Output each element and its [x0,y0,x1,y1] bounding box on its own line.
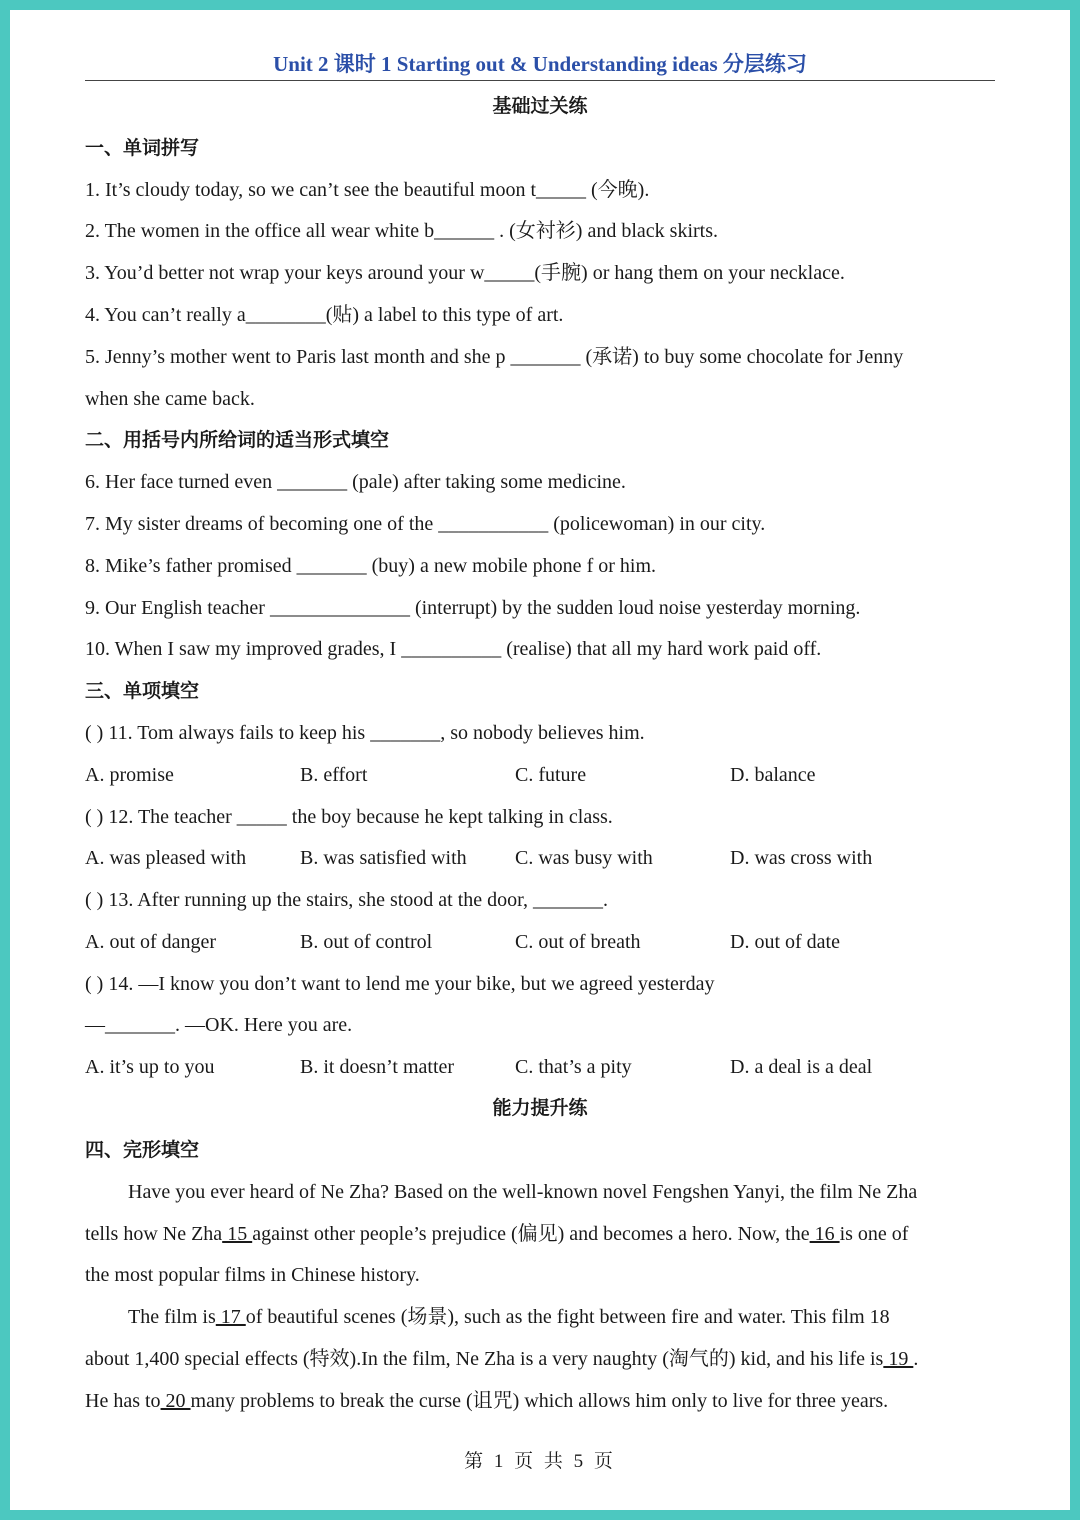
question-5-cont: when she came back. [85,388,255,410]
question-14-cont: —_______. —OK. Here you are. [85,1014,353,1036]
blank-16: 16 [809,1223,840,1245]
part1-title: 一、单词拼写 [85,137,200,159]
q14-option-a: A. it’s up to you [85,1056,215,1078]
worksheet-page [10,10,1070,1510]
part4-title: 四、完形填空 [85,1139,200,1161]
section-basic-title: 基础过关练 [492,95,588,117]
q12-option-a: A. was pleased with [85,847,247,869]
q13-option-d: D. out of date [730,931,840,953]
cloze-p2-line3: He has to 20 many problems to break the curse (诅咒) which allows him only to live for three years. [85,1390,889,1412]
cloze-p2-line2: about 1,400 special effects (特效).In the film, Ne Zha is a very naughty (淘气的) kid, and his life is 19 . [85,1348,919,1370]
q14-option-c: C. that’s a pity [515,1056,632,1078]
blank-20: 20 [160,1390,191,1412]
q13-option-a: A. out of danger [85,931,217,953]
cloze-p1-line3: the most popular films in Chinese history. [85,1264,420,1286]
cloze-p2-line1: The film is 17 of beautiful scenes (场景), such as the fight between fire and water. This film 18 [128,1306,890,1328]
question-7: 7. My sister dreams of becoming one of the ___________ (policewoman) in our city. [85,513,766,535]
question-9: 9. Our English teacher ______________ (interrupt) by the sudden loud noise yesterday morning. [85,597,861,619]
question-8: 8. Mike’s father promised _______ (buy) a new mobile phone f or him. [85,555,656,577]
q11-option-c: C. future [515,764,587,786]
q11-option-d: D. balance [730,764,816,786]
part3-title: 三、单项填空 [85,680,200,702]
question-2: 2. The women in the office all wear white b______ . (女衬衫) and black skirts. [85,220,718,242]
cloze-p1-line2: tells how Ne Zha 15 against other people’s prejudice (偏见) and becomes a hero. Now, the 16 is one of [85,1223,909,1245]
question-14: ( ) 14. —I know you don’t want to lend me your bike, but we agreed yesterday [85,973,715,995]
part2-title: 二、用括号内所给词的适当形式填空 [85,429,390,451]
q11-option-a: A. promise [85,764,174,786]
question-3: 3. You’d better not wrap your keys around your w_____(手腕) or hang them on your necklace. [85,262,845,284]
blank-17: 17 [215,1306,246,1328]
header-divider [85,80,995,81]
section-advanced-title: 能力提升练 [492,1097,588,1119]
page-footer: 第 1 页 共 5 页 [464,1451,616,1472]
question-4: 4. You can’t really a________(贴) a label to this type of art. [85,304,564,326]
q12-option-b: B. was satisfied with [300,847,467,869]
question-5: 5. Jenny’s mother went to Paris last month and she p _______ (承诺) to buy some chocolate for Jenny [85,346,904,368]
question-11: ( ) 11. Tom always fails to keep his _______, so nobody believes him. [85,722,645,744]
question-1: 1. It’s cloudy today, so we can’t see the beautiful moon t_____ (今晚). [85,179,650,201]
blank-15: 15 [222,1223,253,1245]
q12-option-c: C. was busy with [515,847,653,869]
question-6: 6. Her face turned even _______ (pale) after taking some medicine. [85,471,626,493]
q12-option-d: D. was cross with [730,847,873,869]
question-12: ( ) 12. The teacher _____ the boy because he kept talking in class. [85,806,613,828]
question-10: 10. When I saw my improved grades, I __________ (realise) that all my hard work paid off. [85,638,822,660]
page-header: Unit 2 课时 1 Starting out & Understanding ideas 分层练习 [273,52,807,76]
q14-option-d: D. a deal is a deal [730,1056,873,1078]
q13-option-b: B. out of control [300,931,433,953]
q13-option-c: C. out of breath [515,931,641,953]
q11-option-b: B. effort [300,764,368,786]
blank-19: 19 [883,1348,914,1370]
question-13: ( ) 13. After running up the stairs, she stood at the door, _______. [85,889,609,911]
cloze-p1-line1: Have you ever heard of Ne Zha? Based on the well-known novel Fengshen Yanyi, the film Ne Zha [128,1181,918,1203]
q14-option-b: B. it doesn’t matter [300,1056,455,1078]
